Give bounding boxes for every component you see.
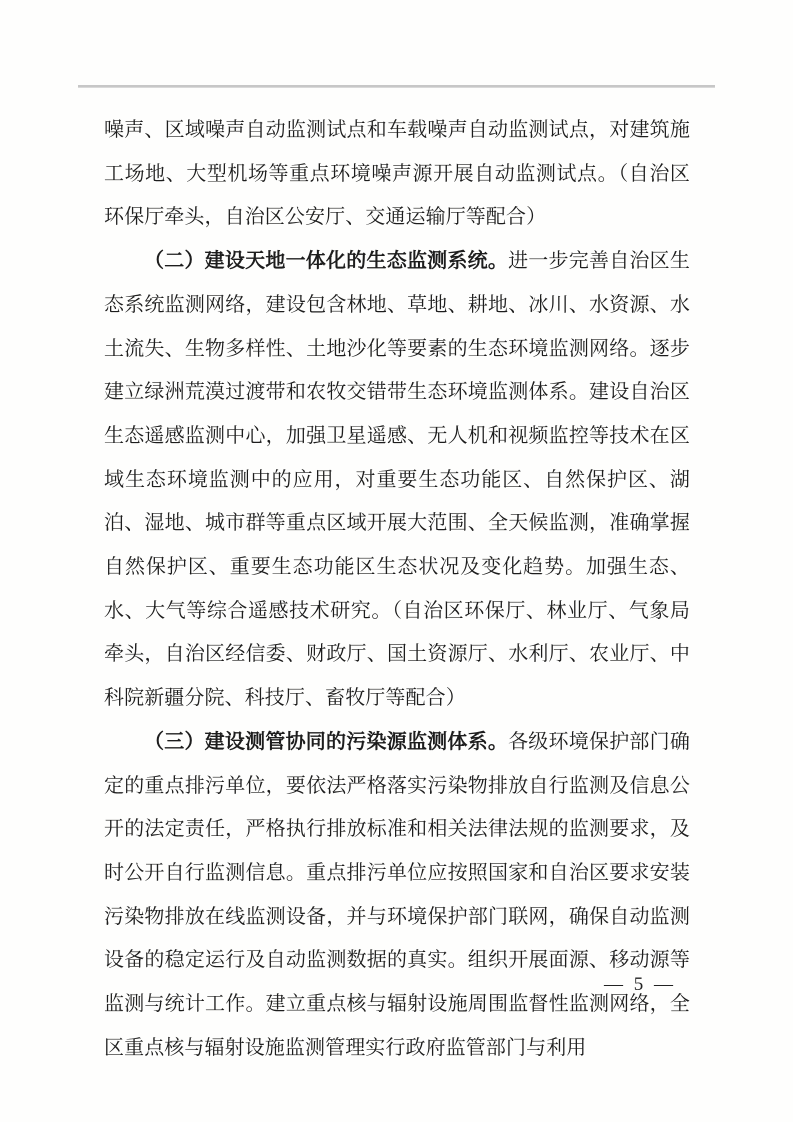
paragraph-clause-2 [104, 240, 690, 721]
clause-heading: （三）建设测管协同的污染源监测体系。 [144, 730, 509, 753]
page-number: — 5 — [604, 974, 676, 995]
paragraph-text: 各级环境保护部门确定的重点排污单位，要依法严格落实污染物排放自行监测及信息公开的法定责任，严格执行排放标准和相关法律法规的监测要求，及时公开自行监测信息。重点排污单位应按照国家和自治区要求安装污染物排放在线监测设备，并与环境保护部门联网，确保自动监测设备的稳定运行及自动监测数据的真实。组织开展面源、移动源等监测与统计工作。建立重点核与辐射设施周围监督性监测网络，全区重点核与辐射设施监测管理实行政府监管部门与利用 [104, 730, 690, 1059]
paragraph-continuation [104, 109, 690, 240]
paragraph-text: 噪声、区域噪声自动监测试点和车载噪声自动监测试点，对建筑施工场地、大型机场等重点环境噪声源开展自动监测试点。（自治区环保厅牵头，自治区公安厅、交通运输厅等配合） [104, 119, 690, 229]
paragraph-clause-3 [104, 721, 690, 1071]
paragraph-text: 进一步完善自治区生态系统监测网络，建设包含林地、草地、耕地、冰川、水资源、水土流失、生物多样性、土地沙化等要素的生态环境监测网络。逐步建立绿洲荒漠过渡带和农牧交错带生态环境监测体系。建设自治区生态遥感监测中心，加强卫星遥感、无人机和视频监控等技术在区域生态环境监测中的应用，对重要生态功能区、自然保护区、湖泊、湿地、城市群等重点区域开展大范围、全天候监测，准确掌握自然保护区、重要生态功能区生态状况及变化趋势。加强生态、水、大气等综合遥感技术研究。（自治区环保厅、林业厅、气象局牵头，自治区经信委、财政厅、国土资源厅、水利厅、农业厅、中科院新疆分院、科技厅、畜牧厅等配合） [104, 250, 690, 710]
header-rule [78, 85, 715, 88]
document-body [104, 109, 690, 1070]
clause-heading: （二）建设天地一体化的生态监测系统。 [144, 250, 509, 273]
